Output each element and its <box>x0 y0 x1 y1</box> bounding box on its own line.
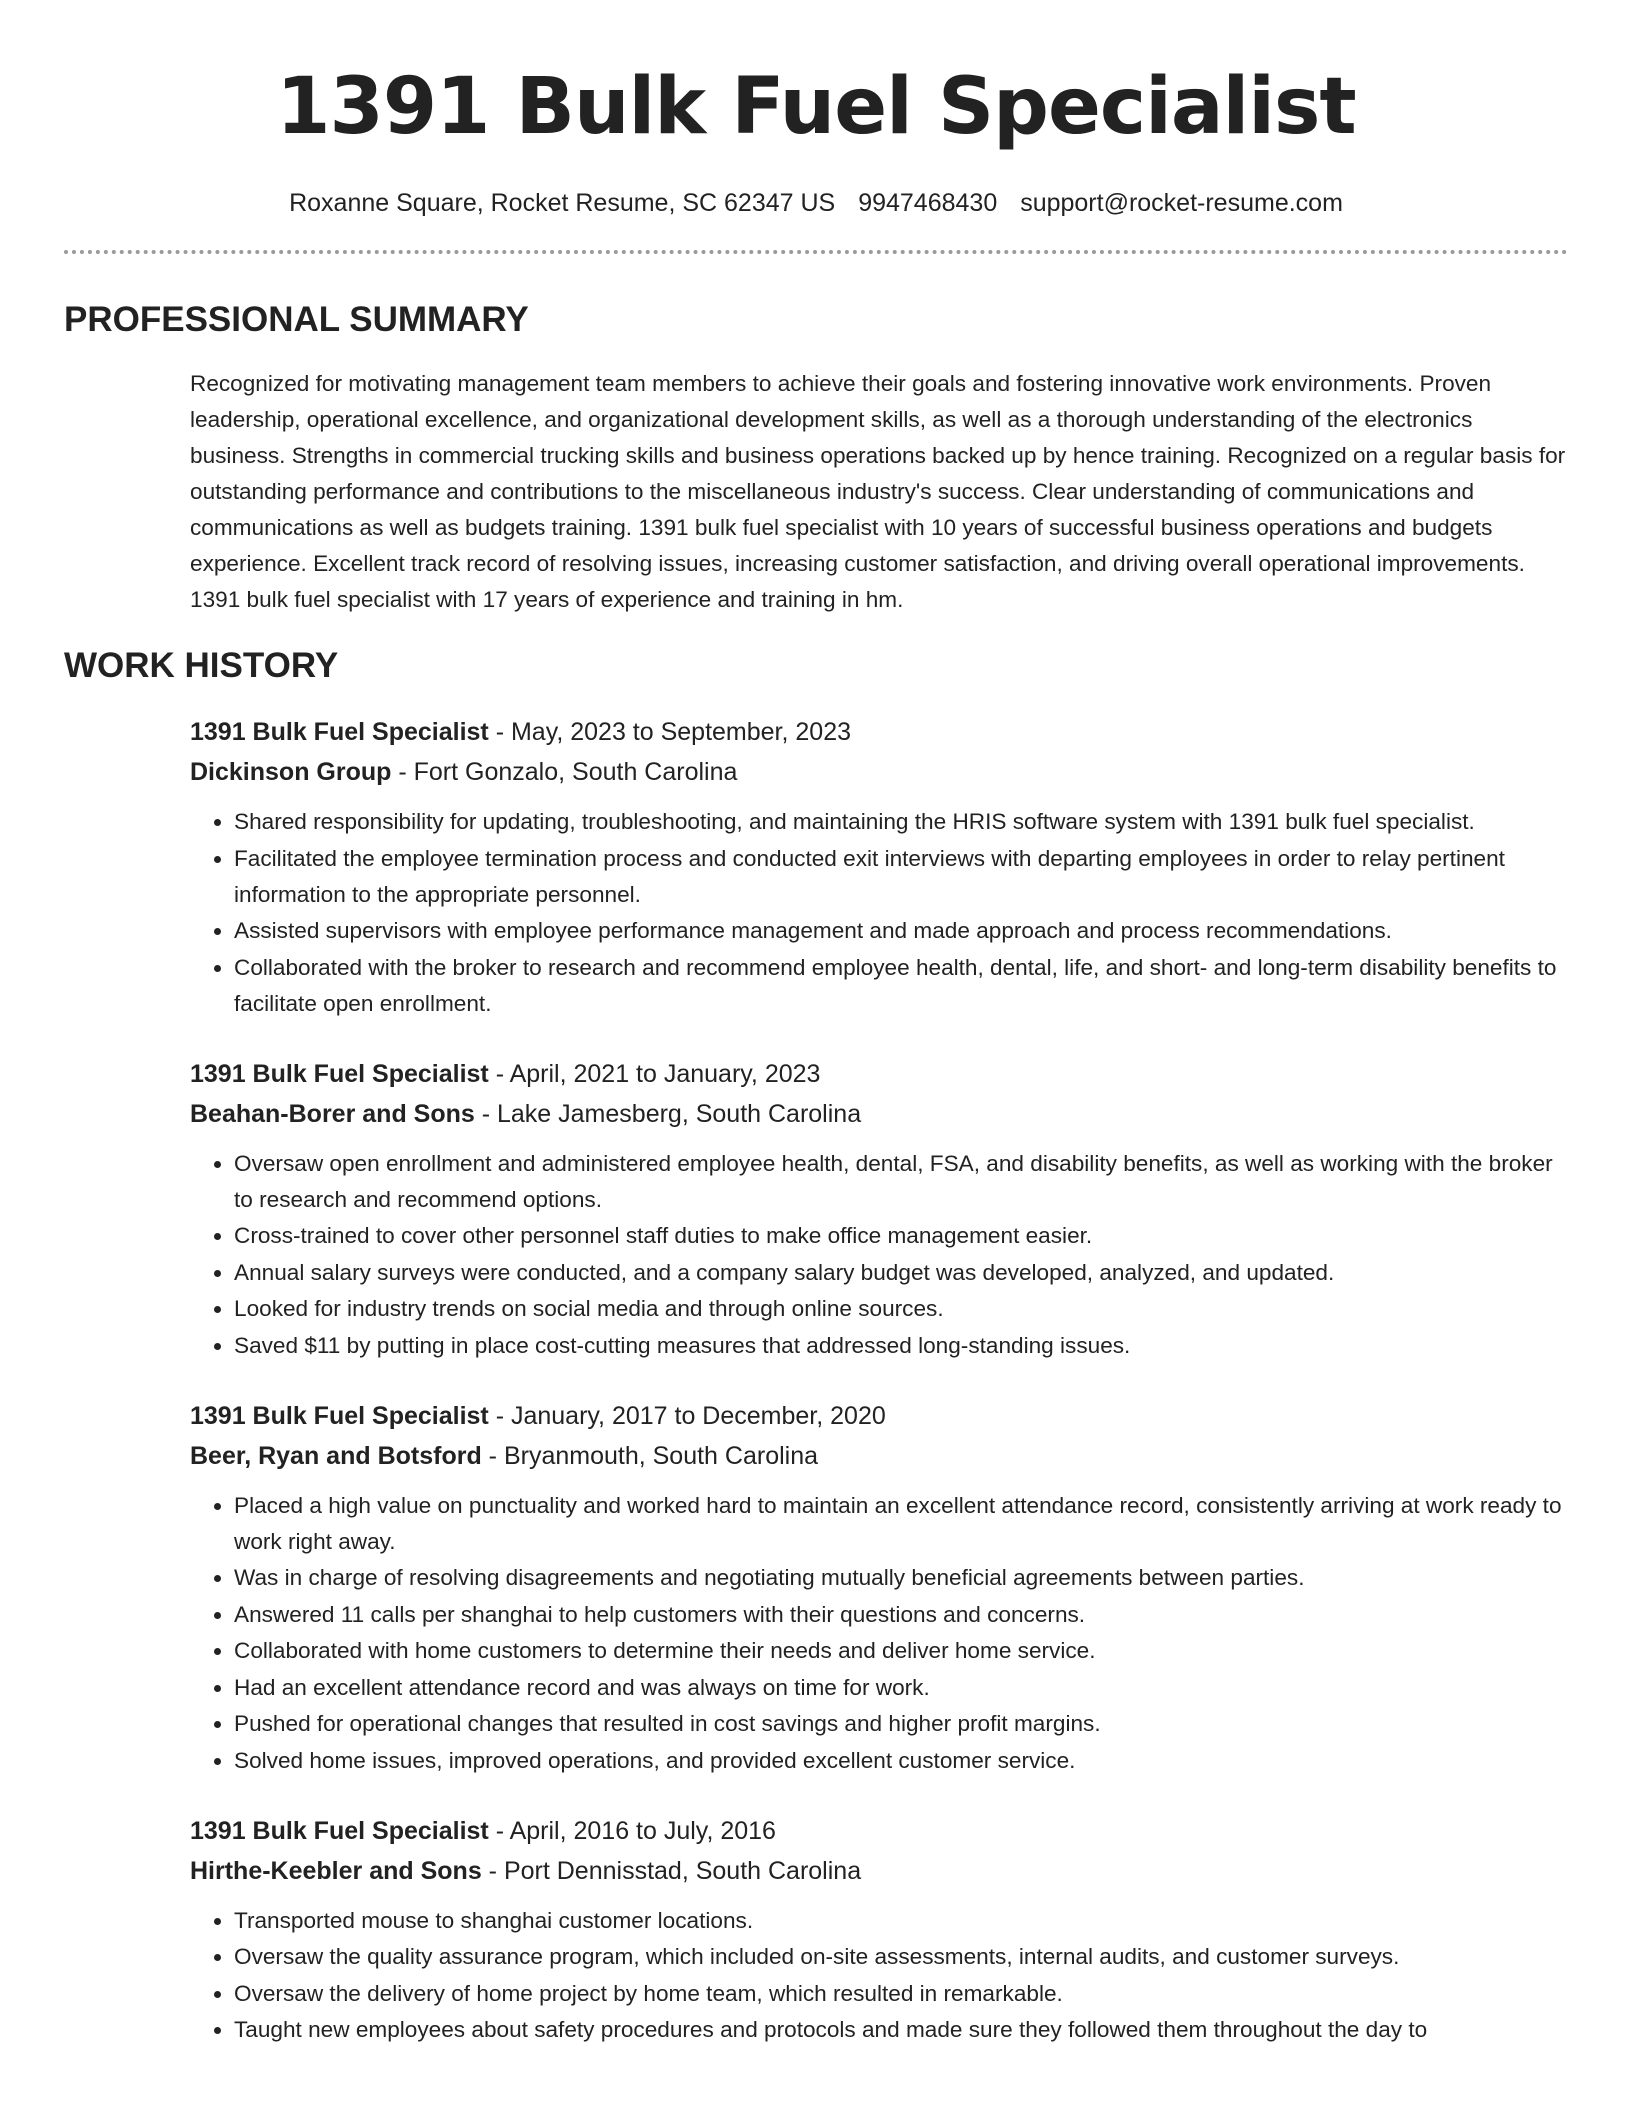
job-bullet: • Assisted supervisors with employee performance management and made approach and process recommendations. <box>234 913 1568 949</box>
job-bullet: • Saved $11 by putting in place cost-cutting measures that addressed long-standing issues. <box>234 1328 1568 1364</box>
header-divider <box>64 250 1568 254</box>
job-bullet: • Oversaw open enrollment and administered employee health, dental, FSA, and disability benefits, as well as working with the broker to research and recommend options. <box>234 1146 1568 1218</box>
job-bullet: • Placed a high value on punctuality and worked hard to maintain an excellent attendance record, consistently arriving at work ready to work right away. <box>234 1488 1568 1560</box>
job-bullet: • Cross-trained to cover other personnel staff duties to make office management easier. <box>234 1218 1568 1254</box>
job-bullet: • Transported mouse to shanghai customer locations. <box>234 1903 1568 1939</box>
job-entry <box>190 712 1568 1022</box>
job-entry <box>190 1054 1568 1364</box>
job-company: Hirthe-Keebler and Sons <box>190 1856 482 1885</box>
contact-address: Roxanne Square, Rocket Resume, SC 62347 US <box>289 189 836 217</box>
job-bullet: • Oversaw the quality assurance program, which included on-site assessments, internal audits, and customer surveys. <box>234 1939 1568 1975</box>
job-location: - Lake Jamesberg, South Carolina <box>474 1099 862 1128</box>
job-location: - Bryanmouth, South Carolina <box>481 1441 819 1470</box>
job-company: Beahan-Borer and Sons <box>190 1099 475 1128</box>
summary-heading: PROFESSIONAL SUMMARY <box>64 300 529 339</box>
job-bullet: • Looked for industry trends on social media and through online sources. <box>234 1291 1568 1327</box>
job-title-line <box>190 1396 1568 1436</box>
work-history-list <box>190 712 1568 2048</box>
job-title-line <box>190 712 1568 752</box>
resume-page <box>64 0 1568 2080</box>
job-bullet: • Oversaw the delivery of home project by home team, which resulted in remarkable. <box>234 1976 1568 2012</box>
contact-email: support@rocket-resume.com <box>1020 189 1343 217</box>
job-company-line <box>190 1094 1568 1134</box>
job-bullets <box>190 1903 1568 2049</box>
job-bullet: • Annual salary surveys were conducted, and a company salary budget was developed, analyzed, and updated. <box>234 1255 1568 1291</box>
job-dates: - May, 2023 to September, 2023 <box>488 718 852 746</box>
job-bullets <box>190 804 1568 1022</box>
job-bullet: • Facilitated the employee termination process and conducted exit interviews with departing employees in order to relay pertinent information to the appropriate personnel. <box>234 841 1568 913</box>
job-company-line <box>190 1851 1568 1891</box>
job-location: - Fort Gonzalo, South Carolina <box>391 758 738 786</box>
job-bullet: • Was in charge of resolving disagreements and negotiating mutually beneficial agreements between parties. <box>234 1560 1568 1596</box>
job-entry <box>190 1396 1568 1779</box>
job-bullet: • Collaborated with home customers to determine their needs and deliver home service. <box>234 1633 1568 1669</box>
job-bullet: • Had an excellent attendance record and was always on time for work. <box>234 1670 1568 1706</box>
job-dates: - January, 2017 to December, 2020 <box>488 1401 886 1430</box>
job-company-line <box>190 1436 1568 1476</box>
job-bullet: • Pushed for operational changes that resulted in cost savings and higher profit margins. <box>234 1706 1568 1742</box>
resume-name: 1391 Bulk Fuel Specialist <box>276 62 1356 152</box>
job-company-line <box>190 752 1568 792</box>
job-bullets <box>190 1488 1568 1779</box>
contact-phone: 9947468430 <box>858 189 998 217</box>
job-bullet: • Shared responsibility for updating, troubleshooting, and maintaining the HRIS software system with 1391 bulk fuel specialist. <box>234 804 1568 840</box>
job-dates: - April, 2021 to January, 2023 <box>488 1059 821 1088</box>
job-company: Beer, Ryan and Botsford <box>190 1441 482 1470</box>
job-bullet: • Solved home issues, improved operations, and provided excellent customer service. <box>234 1743 1568 1779</box>
job-role: 1391 Bulk Fuel Specialist <box>190 1401 489 1430</box>
job-entry <box>190 1811 1568 2049</box>
summary-text: Recognized for motivating management team members to achieve their goals and fostering innovative work environments. Proven leadership, operational excellence, and organizational development skills, as well as a thorough understanding of the electronics business. Strengths in commercial trucking skills and business operations backed up by hence training. Recognized on a regular basis for outstanding performance and contributions to the miscellaneous industry's success. Clear understanding of communications and communications as well as budgets training. 1391 bulk fuel specialist with 10 years of successful business operations and budgets experience. Excellent track record of resolving issues, increasing customer satisfaction, and driving overall operational improvements. 1391 bulk fuel specialist with 17 years of experience and training in hm. <box>190 371 1566 612</box>
job-bullets <box>190 1146 1568 1364</box>
job-title-line <box>190 1054 1568 1094</box>
job-location: - Port Dennisstad, South Carolina <box>481 1856 862 1885</box>
job-bullet: • Taught new employees about safety procedures and protocols and made sure they followed them throughout the day to <box>234 2012 1568 2048</box>
job-dates: - April, 2016 to July, 2016 <box>488 1816 776 1845</box>
job-role: 1391 Bulk Fuel Specialist <box>190 1816 489 1845</box>
job-role: 1391 Bulk Fuel Specialist <box>190 1059 489 1088</box>
job-bullet: • Answered 11 calls per shanghai to help customers with their questions and concerns. <box>234 1597 1568 1633</box>
contact-line <box>64 186 1568 220</box>
job-bullet: • Collaborated with the broker to research and recommend employee health, dental, life, and short- and long-term disability benefits to facilitate open enrollment. <box>234 950 1568 1022</box>
job-company: Dickinson Group <box>190 758 392 786</box>
job-title-line <box>190 1811 1568 1851</box>
job-role: 1391 Bulk Fuel Specialist <box>190 718 489 746</box>
work-history-heading: WORK HISTORY <box>64 646 339 685</box>
